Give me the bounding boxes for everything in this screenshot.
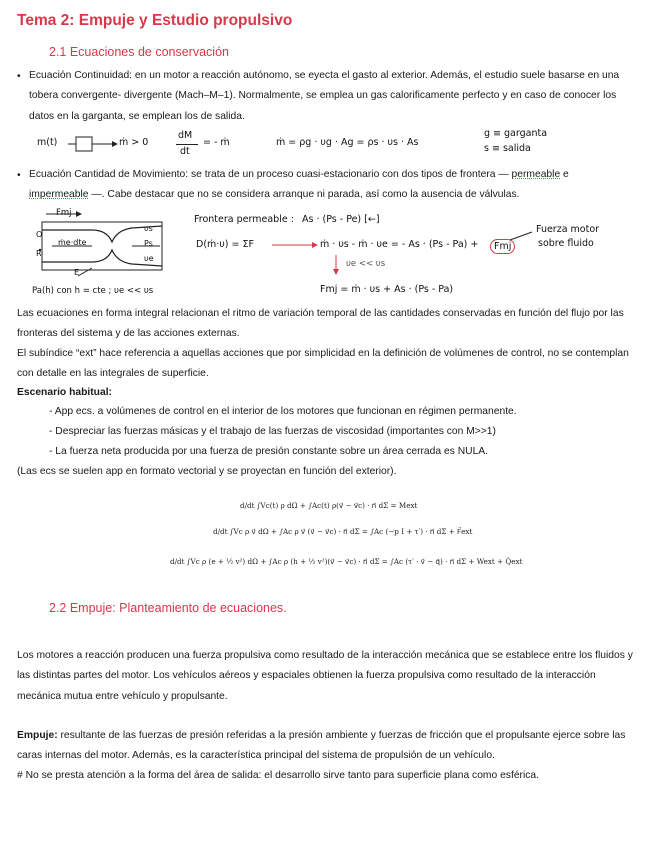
reaction-paragraph: Los motores a reacción producen una fuerza propulsiva como resultado de la interacción mecánica que se establece entre los fluidos y las distintas partes del motor. Los vehículos aéreos y espaciales obtienen la fuerza propulsiva como resultado de la interacción mecánica mutua entre vehículo y propulsante. <box>17 650 633 702</box>
hw-ve-vs: υe << υs <box>346 259 386 269</box>
hw-fmj-label: Fmj <box>56 208 72 218</box>
hw-mdot: ṁ > 0 <box>119 137 149 148</box>
section-heading-2-1: 2.1 Ecuaciones de conservación <box>49 45 229 59</box>
hw-momentum-rhs: ṁ · υs - ṁ · υe = - As · (Ps - Pa) + <box>320 239 479 250</box>
hw-dt: dt <box>180 146 190 157</box>
hw-frontera-eq: As · (Ps - Pe) [←] <box>302 214 380 225</box>
empuje-paragraph <box>17 726 633 767</box>
hw-sobre-fluido: sobre fluido <box>538 238 594 249</box>
hw-salida: s ≡ salida <box>484 143 531 154</box>
ext-paragraph: El subíndice “ext” hace referencia a aquellas acciones que por simplicidad en la definición de volúmenes de control, no se contemplan con detalle en las integrales de superficie. <box>17 348 629 380</box>
scenario-item-1: - App ecs. a volúmenes de control en el interior de los motores que funcionan en régimen permanente. <box>49 406 517 417</box>
term-impermeable: impermeable <box>29 189 89 201</box>
hw-e: E <box>74 268 80 277</box>
arrow-down <box>330 254 342 276</box>
hw-fmj-circled: Fmj <box>490 239 515 254</box>
fraction-bar <box>176 144 198 145</box>
continuity-paragraph: Ecuación Continuidad: en un motor a reacción autónomo, se eyecta el gasto al exterior. Además, el estudio suele basarse en una tobera convergente- divergente (Mach–M–1). Normalmente, se emplea un gas calorificamente perfecto y en caso de conocer los datos en la garganta, se emplean los de salida. <box>29 70 620 122</box>
equation-momentum: d/dt ∫Vc ρ v⃗ dΩ + ∫Ac ρ v⃗ (v⃗ − v⃗c) · n⃗ dΣ = ∫Ac (−p I + τ′) · n⃗ dΣ + F⃗ext <box>213 527 473 536</box>
hw-ps: Ps <box>144 239 153 248</box>
scenario-item-2: - Despreciar las fuerzas másicas y el trabajo de las fuerzas de viscosidad (importantes con M>>1) <box>49 426 496 437</box>
hw-fuerza-motor: Fuerza motor <box>536 224 600 235</box>
hw-pa: Pa(h) con h = cte ; υe << υs <box>32 286 154 296</box>
hw-mass: m(t) <box>37 137 58 148</box>
momentum-paragraph <box>29 165 629 206</box>
term-permeable: permeable <box>511 169 561 180</box>
empuje-term: Empuje: <box>17 730 58 741</box>
equation-energy: d/dt ∫Vc ρ (e + ½ v²) dΩ + ∫Ac ρ (h + ½ v²)(v⃗ − v⃗c) · n⃗ dΣ = ∫Ac (τ′ · v⃗ − q⃗) · n⃗ dΣ + Wext + Q̇ext <box>170 557 523 566</box>
hw-mdote: ṁe·dte <box>58 238 87 247</box>
momentum-text-c: —. Cabe destacar que no se considera arranque ni parada, así como la ausencia de válvulas. <box>88 189 520 201</box>
section-heading-2-2: 2.2 Empuje: Planteamiento de ecuaciones. <box>49 601 287 615</box>
hw-origin: O <box>36 230 43 239</box>
hw-mass-flow: ṁ = ρg · υg · Ag = ρs · υs · As <box>276 137 419 148</box>
hw-eq-m: = - ṁ <box>203 137 230 148</box>
bullet-marker: • <box>17 170 21 181</box>
page-title: Tema 2: Empuje y Estudio propulsivo <box>17 12 293 29</box>
hw-garganta: g ≡ garganta <box>484 128 548 139</box>
integral-paragraph: Las ecuaciones en forma integral relacionan el ritmo de variación temporal de las cantidades conservadas en función del flujo por las fronteras del sistema y de las acciones externas. <box>17 308 624 340</box>
hw-ve: υe <box>144 254 154 263</box>
nozzle-sketch <box>32 210 182 280</box>
bullet-marker: • <box>17 71 21 82</box>
hw-vs: υs <box>144 224 153 233</box>
hw-dm: dM <box>178 130 193 141</box>
empuje-definition: resultante de las fuerzas de presión referidas a la presión ambiente y fuerzas de fricción que el propulsante ejerce sobre las caras internas del motor. Además, es la característica principal del sistema de propulsión de un vehículo. <box>17 730 626 762</box>
arrow-right <box>270 239 320 251</box>
vector-note: (Las ecs se suelen app en formato vectorial y se proyectan en función del exterior). <box>17 466 397 477</box>
momentum-text-a: Ecuación Cantidad de Movimiento: se trata de un proceso cuasi-estacionario con dos tipos de frontera — <box>29 169 512 180</box>
exit-area-note: # No se presta atención a la forma del área de salida: el desarrollo sirve tanto para superficie plana como esférica. <box>17 770 539 781</box>
scenario-heading: Escenario habitual: <box>17 387 112 398</box>
equation-mass: d/dt ∫Vc(t) ρ dΩ + ∫Ac(t) ρ(v⃗ − v⃗c) · n⃗ dΣ = Mext <box>240 501 418 510</box>
hw-frontera: Frontera permeable : <box>194 214 294 225</box>
scenario-item-3: - La fuerza neta producida por una fuerza de presión constante sobre un área cerrada es NULA. <box>49 446 489 457</box>
momentum-text-b: e <box>560 169 569 180</box>
hw-thrust-result: Fmj = ṁ · υs + As · (Ps - Pa) <box>320 284 454 295</box>
hw-dmv: D(ṁ·υ) = ΣF <box>196 239 254 250</box>
arrow-note <box>508 228 538 242</box>
hw-r: R <box>36 249 42 258</box>
